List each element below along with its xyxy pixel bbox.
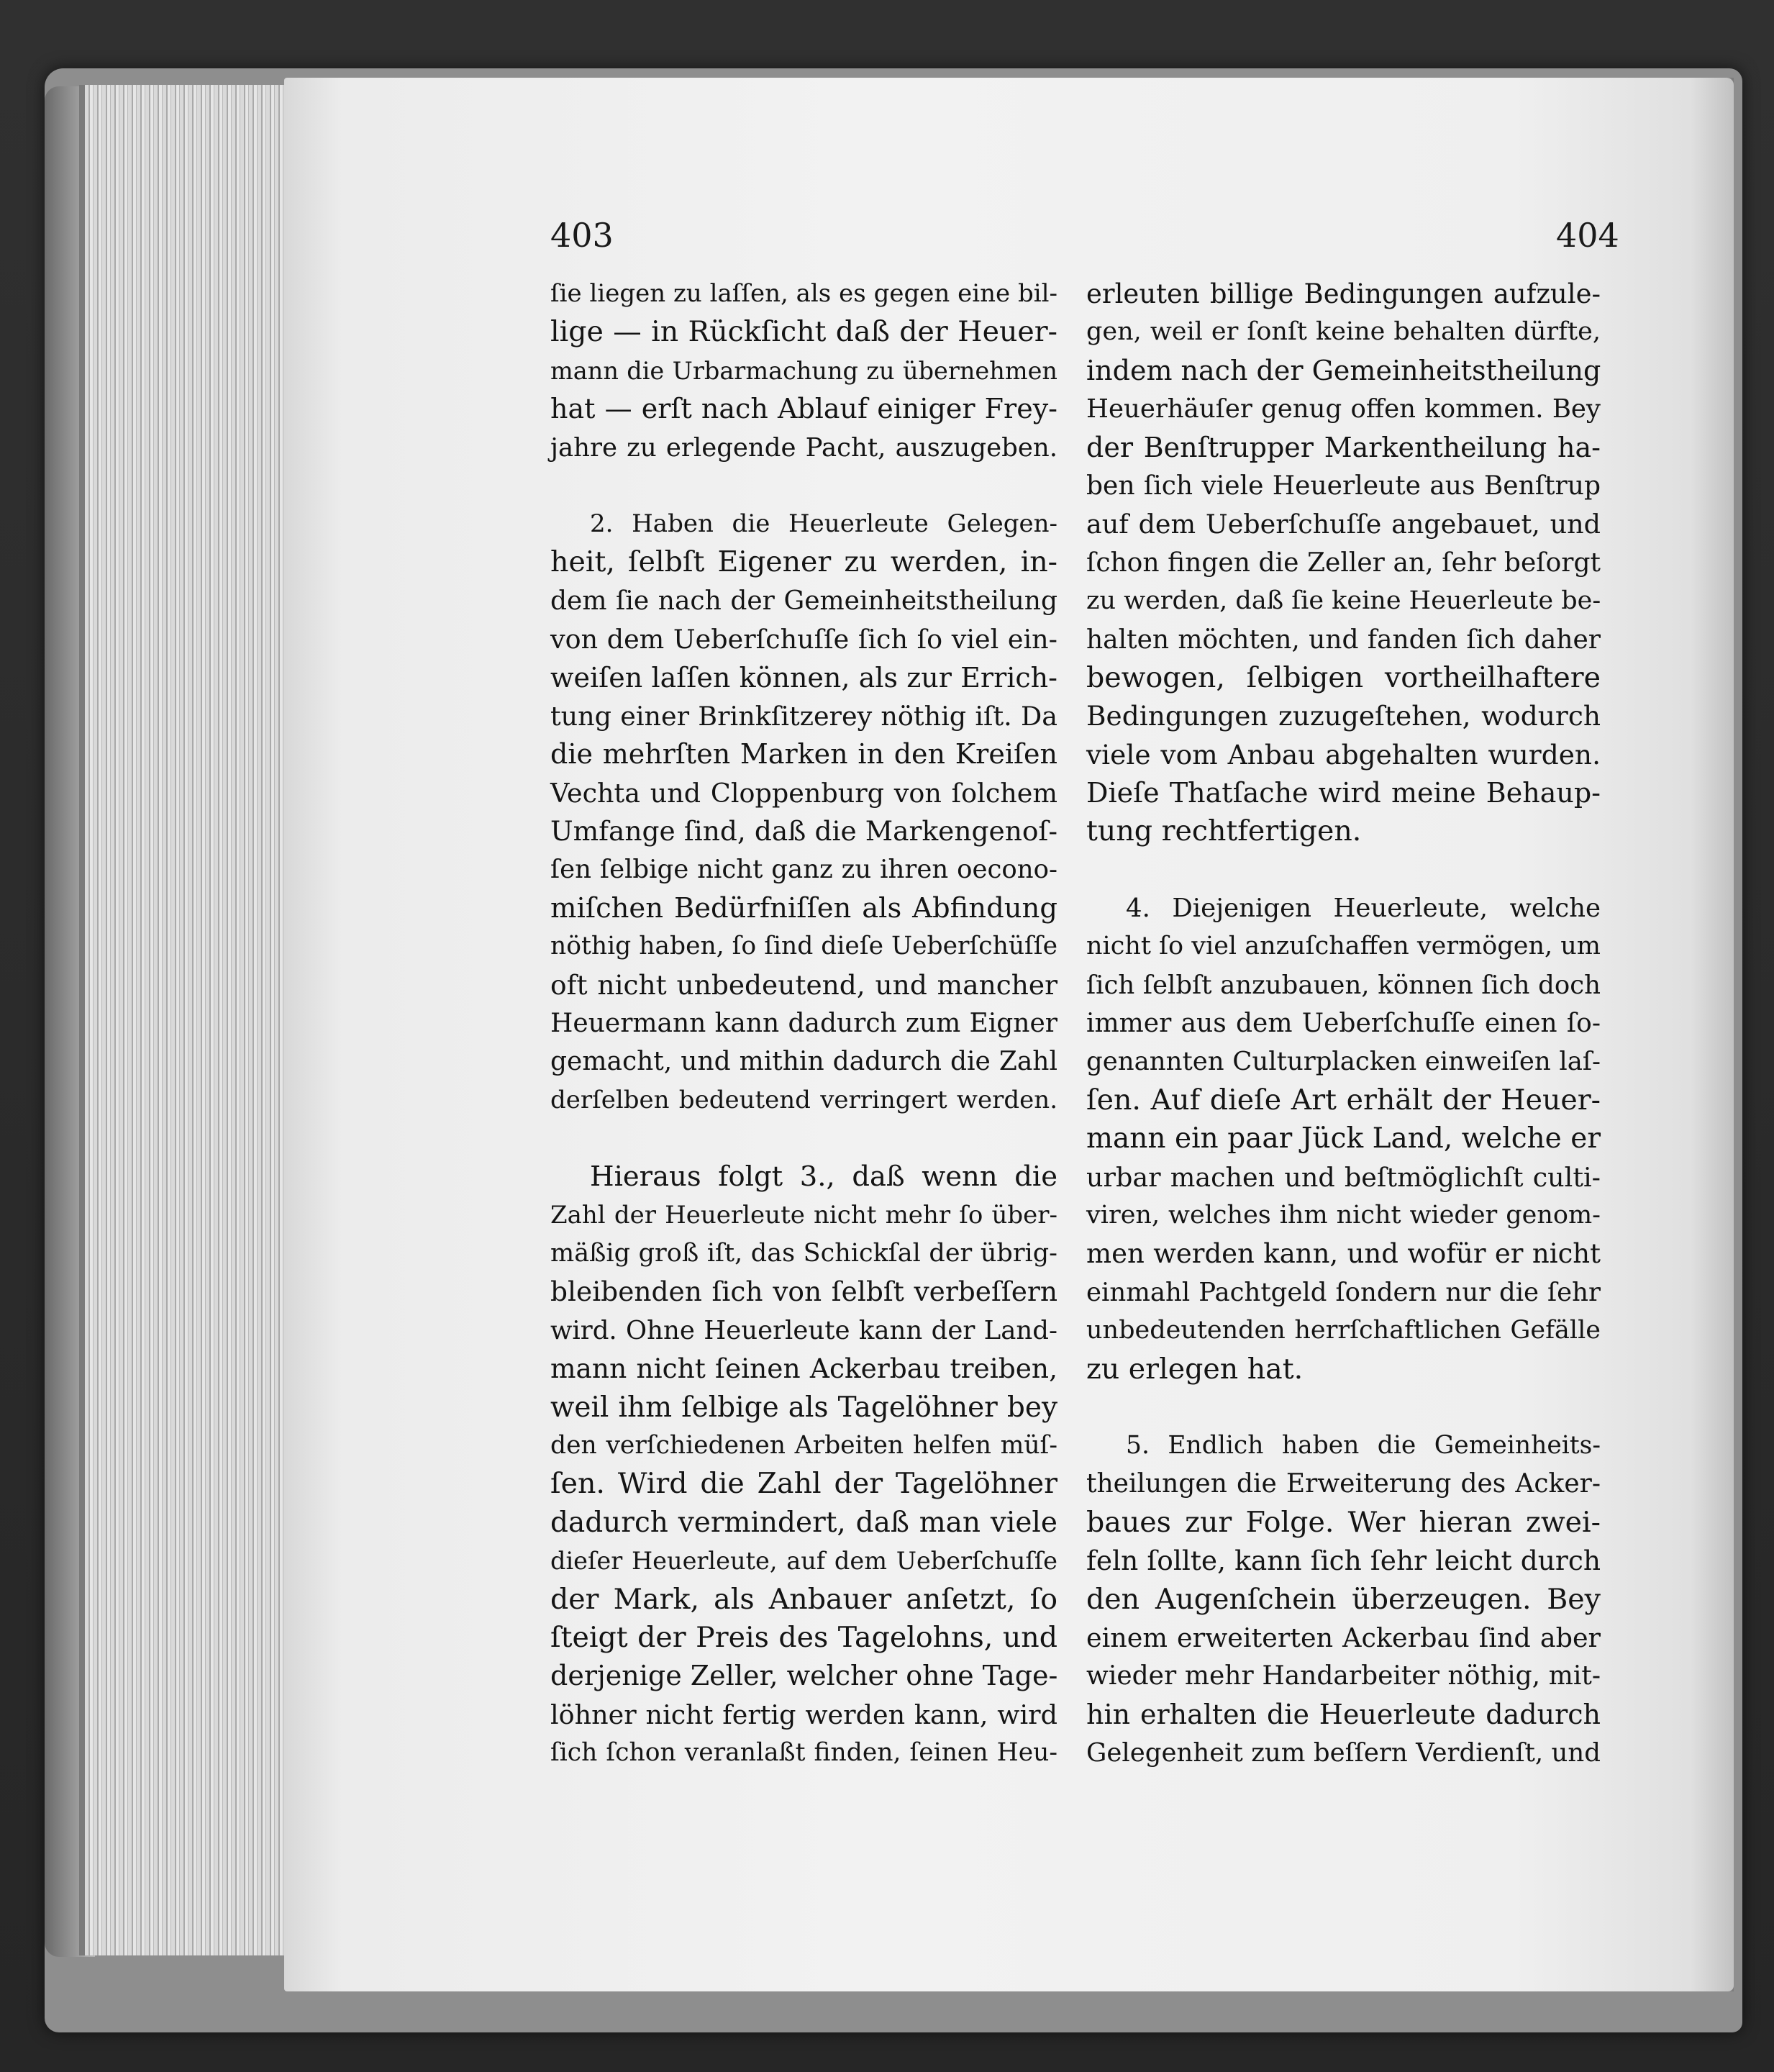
text-line: baues zur Folge. Wer hieran zwei- (1086, 1505, 1601, 1539)
text-line: wird. Ohne Heuerleute kann der Land- (550, 1315, 1057, 1345)
text-line: einem erweiterten Ackerbau ſind aber (1086, 1622, 1601, 1653)
text-line: weiſen laſſen können, als zur Errich- (550, 661, 1057, 694)
text-line: viren, welches ihm nicht wieder genom- (1086, 1200, 1601, 1230)
text-line: ſen ſelbige nicht ganz zu ihren oecono- (550, 855, 1057, 885)
text-line: gemacht, und mithin dadurch die Zahl (550, 1047, 1057, 1077)
text-line: mann nicht ſeinen Ackerbau treiben, (550, 1353, 1057, 1385)
text-line: genannten Culturplacken einweiſen laſ- (1086, 1047, 1601, 1077)
text-line: dadurch vermindert, daß man viele (550, 1506, 1057, 1539)
text-line: auf dem Ueberſchuſſe angebauet, und (1086, 509, 1601, 540)
text-line: zu erlegen hat. (1086, 1352, 1304, 1386)
text-column-right (1086, 275, 1601, 1772)
text-line: men werden kann, und wofür er nicht (1086, 1238, 1601, 1270)
text-line: zu werden, daß ſie keine Heuerleute be- (1086, 586, 1601, 616)
text-line: Gelegenheit zum beſſern Verdienſt, und (1086, 1738, 1601, 1768)
text-line: oft nicht unbedeutend, und mancher (550, 968, 1057, 1001)
text-line: einmahl Pachtgeld ſondern nur die ſehr (1086, 1277, 1601, 1307)
text-line: weil ihm ſelbige als Tagelöhner bey (550, 1391, 1057, 1424)
text-line: ben ſich viele Heuerleute aus Benſtrup (1086, 471, 1601, 501)
text-line: indem nach der Gemeinheitstheilung (1086, 354, 1601, 386)
text-line: ſich ſelbſt anzubauen, können ſich doch (1086, 970, 1601, 1000)
text-line: der Benſtrupper Markentheilung ha- (1086, 431, 1601, 463)
text-line: 2. Haben die Heuerleute Gelegen- (590, 509, 1057, 538)
text-line: gen, weil er ſonſt keine behalten dürfte, (1086, 317, 1601, 347)
text-line: die mehrſten Marken in den Kreiſen (550, 738, 1057, 771)
text-line: jahre zu erlegende Pacht, auszugeben. (550, 432, 1057, 463)
text-line: 5. Endlich haben die Gemeinheits- (1126, 1430, 1601, 1460)
text-line: Vechta und Cloppenburg von ſolchem (550, 777, 1057, 809)
text-line: von dem Ueberſchuſſe ſich ſo viel ein- (550, 624, 1057, 655)
text-line: dieſer Heuerleute, auf dem Ueberſchuſſe (550, 1547, 1057, 1576)
text-line: tung einer Brinkſitzerey nöthig iſt. Da (550, 700, 1057, 732)
paragraph-gap (550, 1119, 1057, 1158)
text-line: hin erhalten die Heuerleute dadurch (1086, 1698, 1601, 1730)
text-line: löhner nicht fertig werden kann, wird (550, 1699, 1057, 1730)
text-line: lige — in Rückſicht daß der Heuer- (550, 315, 1057, 349)
page-number-right: 404 (1556, 216, 1619, 255)
text-line: Bedingungen zuzugeſtehen, wodurch (1086, 700, 1601, 732)
text-line: Dieſe Thatſache wird meine Behaup- (1086, 777, 1601, 809)
text-line: den Augenſchein überzeugen. Bey (1086, 1582, 1601, 1616)
text-line: mäßig groß iſt, das Schickſal der übrig- (550, 1238, 1057, 1268)
text-line: nicht ſo viel anzuſchaffen vermögen, um (1086, 932, 1601, 961)
text-line: Umfange ſind, daß die Markengenoſ- (550, 815, 1057, 848)
text-line: theilungen die Erweiterung des Acker- (1086, 1469, 1601, 1499)
text-line: unbedeutenden herrſchaftlichen Gefälle (1086, 1316, 1601, 1345)
page-number-left: 403 (550, 216, 614, 255)
text-line: der Mark, als Anbauer anſetzt, ſo (550, 1582, 1057, 1616)
text-line: bewogen, ſelbigen vortheilhaftere (1086, 660, 1601, 694)
text-line: dem ſie nach der Gemeinheitstheilung (550, 586, 1057, 616)
text-line: tung rechtfertigen. (1086, 814, 1362, 848)
text-line: Hieraus folgt 3., daß wenn die (590, 1160, 1057, 1194)
paragraph-gap (550, 467, 1057, 505)
text-line: ſteigt der Preis des Tagelohns, und (550, 1620, 1057, 1654)
text-line: Heuerhäuſer genug offen kommen. Bey (1086, 394, 1601, 424)
text-line: den verſchiedenen Arbeiten helfen müſ- (550, 1430, 1057, 1460)
text-line: ſchon fingen die Zeller an, ſehr beſorgt (1086, 547, 1601, 578)
paragraph-gap (1086, 1389, 1601, 1427)
text-line: heit, ſelbſt Eigener zu werden, in- (550, 545, 1057, 579)
text-line: 4. Diejenigen Heuerleute, welche (1126, 893, 1601, 923)
text-line: immer aus dem Ueberſchuſſe einen ſo- (1086, 1009, 1601, 1039)
text-line: mann die Urbarmachung zu übernehmen (550, 356, 1057, 385)
text-line: miſchen Bedürfniſſen als Abfindung (550, 891, 1057, 924)
text-line: erleuten billige Bedingungen aufzule- (1086, 278, 1601, 309)
text-line: nöthig haben, ſo ſind dieſe Ueberſchüſſe (550, 932, 1057, 961)
text-line: Heuermann kann dadurch zum Eigner (550, 1009, 1057, 1039)
paragraph-gap (1086, 851, 1601, 889)
text-line: urbar machen und beſtmöglichſt culti- (1086, 1161, 1601, 1193)
text-line: derſelben bedeutend verringert werden. (550, 1085, 1057, 1114)
text-line: Zahl der Heuerleute nicht mehr ſo über- (550, 1200, 1057, 1230)
page-gutter-shadow (1691, 78, 1734, 1991)
text-line: ſen. Auf dieſe Art erhält der Heuer- (1086, 1083, 1601, 1117)
page-stack-edges (79, 85, 294, 1955)
text-line: wieder mehr Handarbeiter nöthig, mit- (1086, 1661, 1601, 1691)
text-line: halten möchten, und fanden ſich daher (1086, 624, 1601, 655)
text-line: bleibenden ſich von ſelbſt verbeſſern (550, 1276, 1057, 1308)
text-line: ſen. Wird die Zahl der Tagelöhner (550, 1467, 1057, 1501)
text-column-left (550, 275, 1057, 1772)
text-line: hat — erſt nach Ablauf einiger Frey- (550, 393, 1057, 425)
text-line: viele vom Anbau abgehalten wurden. (1086, 738, 1601, 771)
text-line: ſich ſchon veranlaßt finden, ſeinen Heu- (550, 1738, 1057, 1768)
text-line: feln ſollte, kann ſich ſehr leicht durch (1086, 1545, 1601, 1577)
text-line: ſie liegen zu laſſen, als es gegen eine bil- (550, 279, 1057, 308)
text-line: derjenige Zeller, welcher ohne Tage- (550, 1660, 1058, 1692)
text-line: mann ein paar Jück Land, welche er (1086, 1122, 1601, 1155)
